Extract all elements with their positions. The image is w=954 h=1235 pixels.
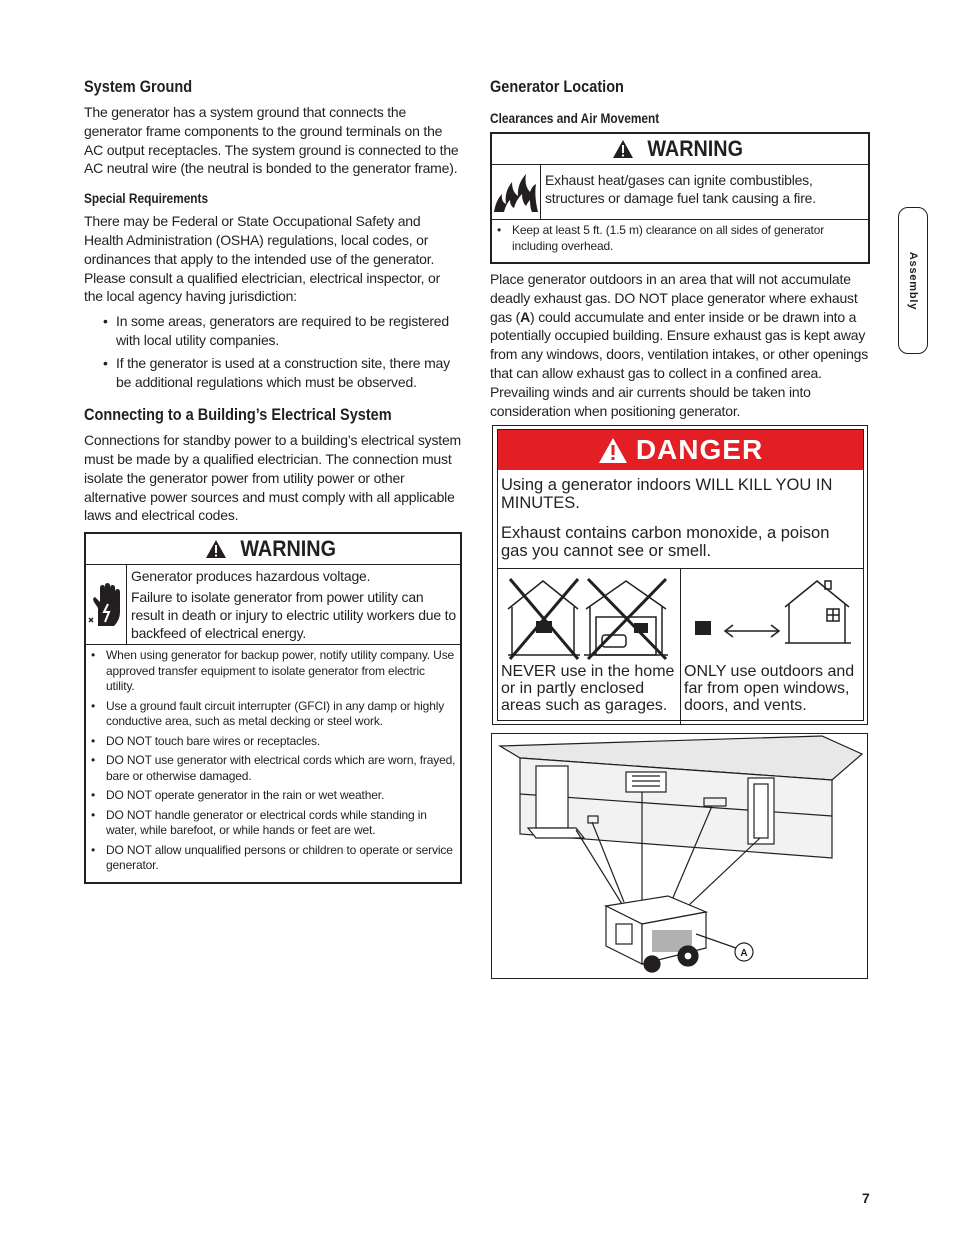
connecting-text: Connections for standby power to a building’s electrical system must be made by a qualified electrician. The connection must isolate the generator power from utility power or other alternative power sources and must comply with all applicable laws and electrical codes. <box>84 432 462 524</box>
clearances-heading: Clearances and Air Movement <box>490 111 660 126</box>
list-item: • Keep at least 5 ft. (1.5 m) clearance on all sides of generator including overhead. <box>492 223 868 254</box>
warning-bullets <box>492 220 868 262</box>
warning-bullets <box>86 645 460 882</box>
warning-header <box>86 534 460 565</box>
danger-message <box>498 470 863 569</box>
only-text: ONLY use outdoors and far from open windows, doors, and vents. <box>684 663 855 714</box>
warning-line-1: Generator produces hazardous voltage. <box>131 568 371 585</box>
placement-text <box>490 270 872 420</box>
electric-shock-hand-icon <box>86 565 127 644</box>
list-item: • Use a ground fault circuit interrupter (GFCI) in any damp or highly conductive area, such as metal decking or steel work. <box>86 699 460 730</box>
warning-text: Exhaust heat/gases can ignite combustibles, structures or damage fuel tank causing a fire. <box>545 172 816 206</box>
placement-text-1: Place generator outdoors in an area that will not accumulate deadly exhaust gas. DO NOT place generator where exhaust gas ( <box>490 271 858 325</box>
list-item: • DO NOT handle generator or electrical cords while standing in water, while barefoot, or while hands or feet are wet. <box>86 808 460 839</box>
exhaust-label-a: A <box>740 948 748 959</box>
warning-message-row <box>492 165 868 220</box>
never-panel <box>498 569 681 725</box>
list-item: • In some areas, generators are required to be registered with local utility companies. <box>84 312 462 349</box>
left-column <box>84 78 462 884</box>
warning-label: WARNING <box>647 136 743 161</box>
only-panel <box>681 569 865 725</box>
list-item: • DO NOT touch bare wires or receptacles. <box>86 734 460 750</box>
connecting-heading: Connecting to a Building’s Electrical System <box>84 406 392 425</box>
house-garage-crossed-icon <box>498 569 680 667</box>
section-tab-label: Assembly <box>907 251 919 310</box>
fire-icon <box>492 165 541 219</box>
warning-line-2: Failure to isolate generator from power utility can result in death or injury to electric utility workers due to backfeed of electrical energy. <box>131 589 456 642</box>
danger-label: DANGER <box>635 434 764 465</box>
danger-line-2: Exhaust contains carbon monoxide, a poison gas you cannot see or smell. <box>501 524 830 560</box>
generator-location-heading: Generator Location <box>490 78 624 96</box>
right-column <box>490 78 870 420</box>
warning-header <box>492 134 868 165</box>
placement-text-bold: A <box>520 308 531 325</box>
list-item: • When using generator for backup power, notify utility company. Use approved transfer equipment to isolate generator from electric utility. <box>86 648 460 695</box>
page-number: 7 <box>862 1190 870 1206</box>
fire-warning-box <box>490 132 870 264</box>
list-item: • If the generator is used at a construction site, there may be additional regulations which must be observed. <box>84 354 462 391</box>
danger-panels <box>498 569 863 725</box>
warning-message-row <box>86 565 460 645</box>
danger-inner <box>497 429 864 721</box>
generator-outdoors-house-icon <box>681 569 865 667</box>
special-requirements-text: There may be Federal or State Occupational Safety and Health Administration (OSHA) regulations, local codes, or ordinances that apply to the intended use of the generator. Please consult a qualified electrician, electrical inspector, or the local agency having jurisdiction: <box>84 213 441 305</box>
danger-line-1: Using a generator indoors WILL KILL YOU IN MINUTES. <box>501 476 833 512</box>
voltage-warning-box <box>84 532 462 884</box>
exhaust-clearance-illustration <box>491 733 868 979</box>
warning-text <box>127 565 460 644</box>
section-tab <box>898 207 928 354</box>
special-requirements-list <box>84 312 462 391</box>
warning-label: WARNING <box>240 536 336 562</box>
danger-box <box>492 425 868 725</box>
danger-triangle-icon <box>598 437 628 464</box>
list-item: • DO NOT use generator with electrical cords which are worn, frayed, bare or otherwise damaged. <box>86 753 460 784</box>
list-item: • DO NOT allow unqualified persons or children to operate or service generator. <box>86 843 460 874</box>
placement-text-2: ) could accumulate and enter inside or be drawn into a potentially occupied building. Ensure exhaust gas is kept away from any windows, doors, ventilation intakes, or other openings that can allow exhaust gas to collect in a confined area. Prevailing winds and air currents should be taken into consideration when positioning generator. <box>490 308 869 419</box>
warning-triangle-icon <box>612 139 634 159</box>
danger-header <box>498 430 863 470</box>
special-requirements-heading: Special Requirements <box>84 191 209 207</box>
system-ground-text: The generator has a system ground that connects the generator frame components to the ground terminals on the AC output receptacles. The system ground is connected to the AC neutral wire (the neutral is bonded to the generator frame). <box>84 104 459 177</box>
never-text: NEVER use in the home or in partly enclosed areas such as garages. <box>501 663 675 714</box>
list-item: • DO NOT operate generator in the rain or wet weather. <box>86 788 460 804</box>
warning-triangle-icon <box>205 539 227 559</box>
system-ground-heading: System Ground <box>84 78 193 96</box>
